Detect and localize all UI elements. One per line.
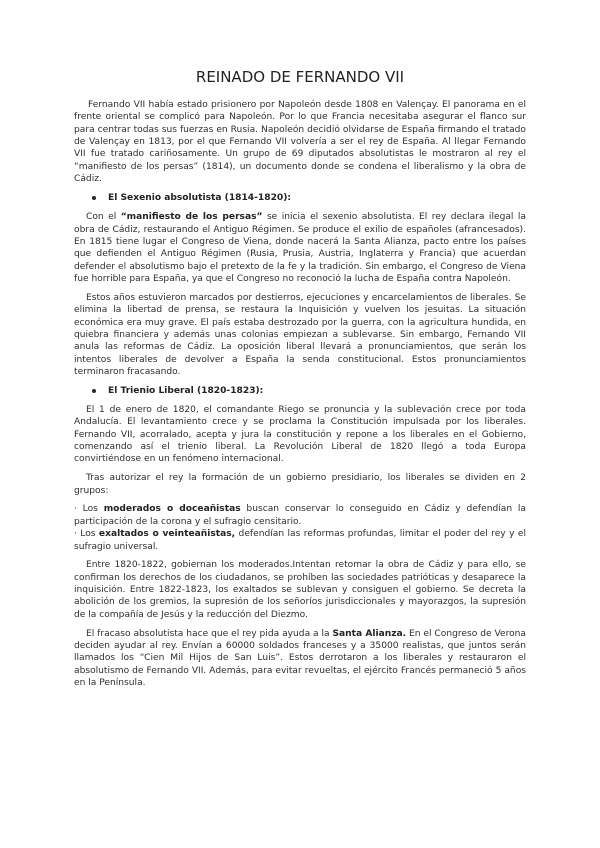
bullet-icon xyxy=(92,389,96,393)
section-heading-trienio xyxy=(74,385,526,397)
text-span: buscan conservar lo conseguido en Cádiz y defendían la participación de la corona y el sufragio censitario. xyxy=(74,504,526,527)
text-span: defendían las reformas profundas, limitar el poder del rey y el sufragio universal. xyxy=(74,529,526,552)
text-span: Con el xyxy=(86,212,121,223)
trienio-paragraph-1: El 1 de enero de 1820, el comandante Riego se pronuncia y la sublevación crece por toda Andalucía. El levantamiento crece y se proclama la Constitución impulsada por los liberales. Fernando VII, acorralado, acepta y jura la constitución y repone a los liberales en el Gobierno, comenzando así el trienio liberal. La Revolución Liberal de 1820 llegó a toda Europa convirtiéndose en un fenómeno internacional. xyxy=(74,405,526,465)
sexenio-paragraph-2: Estos años estuvieron marcados por destierros, ejecuciones y encarcelamientos de liberales. Se elimina la libertad de prensa, se restaura la Inquisición y vuelven los jesuitas. La situación económica era muy grave. El país estaba destrozado por la guerra, con la agricultura hundida, en quiebra financiera y además unas colonias empiezan a sublevarse. Sin embargo, Fernando VII anula las reformas de Cádiz. La oposición liberal llevará a pronunciamientos, que serán los intentos liberales de devolver a España la senda constitucional. Estos pronunciamientos terminaron fracasando. xyxy=(74,292,526,377)
section-title: El Trienio Liberal (1820-1823): xyxy=(108,385,264,396)
bold-span: “manifiesto de los persas” xyxy=(120,212,263,223)
moderados-item xyxy=(74,503,526,528)
bold-span: moderados o doceañistas xyxy=(103,504,241,515)
bullet-icon xyxy=(92,196,96,200)
exaltados-item xyxy=(74,528,526,553)
trienio-paragraph-4 xyxy=(74,628,526,690)
section-heading-sexenio xyxy=(74,192,526,204)
intro-paragraph: Fernando VII había estado prisionero por Napoleón desde 1808 en Valençay. El panorama en el frente oriental se complicó para Napoleón. Por lo que Francia necesitaba asegurar el flanco sur para centrar todas sus fuerzas en Rusia. Napoleón decidió olvidarse de España firmando el tratado de Valençay en 1813, por el que Fernando VII volvería a ser el rey de España. Al llegar Fernando VII fue tratado cariñosamente. Un grupo de 69 diputados absolutistas le mostraron al rey el “manifiesto de los persas” (1814), un documento donde se condena el liberalismo y la obra de Cádiz. xyxy=(74,100,526,185)
text-span: El fracaso absolutista hace que el rey pida ayuda a la xyxy=(86,628,333,639)
section-title: El Sexenio absolutista (1814-1820): xyxy=(108,192,292,203)
trienio-paragraph-3: Entre 1820-1822, gobiernan los moderados.Intentan retomar la obra de Cádiz y para ello, se confirman los derechos de los ciudadanos, se prohíben las sociedades patrióticas y desaparece la inquisición. Entre 1822-1823, los exaltados se sublevan y consiguen el gobierno. Se decreta la abolición de los gremios, la supresión de los señoríos jurisdiccionales y mayorazgos, la supresión de la compañía de Jesús y la reducción del Diezmo. xyxy=(74,560,526,620)
text-span: En el Congreso de Verona deciden ayudar al rey. Envían a 60000 soldados franceses y a 35000 realistas, que juntos serán llamados los “Cien Mil Hijos de San Luis”. Estos derrotaron a los liberales y restauraron el absolutismo de Fernando VII. Además, para evitar revueltas, el ejército Francés permaneció 5 años en la Península. xyxy=(74,628,527,688)
page-title: REINADO DE FERNANDO VII xyxy=(195,68,405,86)
trienio-paragraph-2: Tras autorizar el rey la formación de un gobierno presidiario, los liberales se dividen en 2 grupos: xyxy=(74,473,526,496)
bold-span: exaltados o veinteañistas, xyxy=(98,529,236,540)
bold-span: Santa Alianza. xyxy=(332,628,407,639)
text-span: · Los xyxy=(74,504,104,515)
text-span: · Los xyxy=(74,529,99,540)
text-span: se inicia el sexenio absolutista. El rey declara ilegal la obra de Cádiz, restaurando el Antiguo Régimen. Se produce el exilio de españoles (afrancesados). En 1815 tiene lugar el Congreso de Viena, donde nacerá la Santa Alianza, pacto entre los países que defienden el Antiguo Régimen (Rusia, Prusia, Austria, Inglaterra y Francia) que acuerdan defender el absolutismo bajo el pretexto de la fe y la tradición. Sin embargo, el Congreso de Viena fue horrible para España, ya que el Congreso no reconoció la lucha de España contra Napoleón. xyxy=(74,212,526,284)
sexenio-paragraph-1 xyxy=(74,211,526,285)
